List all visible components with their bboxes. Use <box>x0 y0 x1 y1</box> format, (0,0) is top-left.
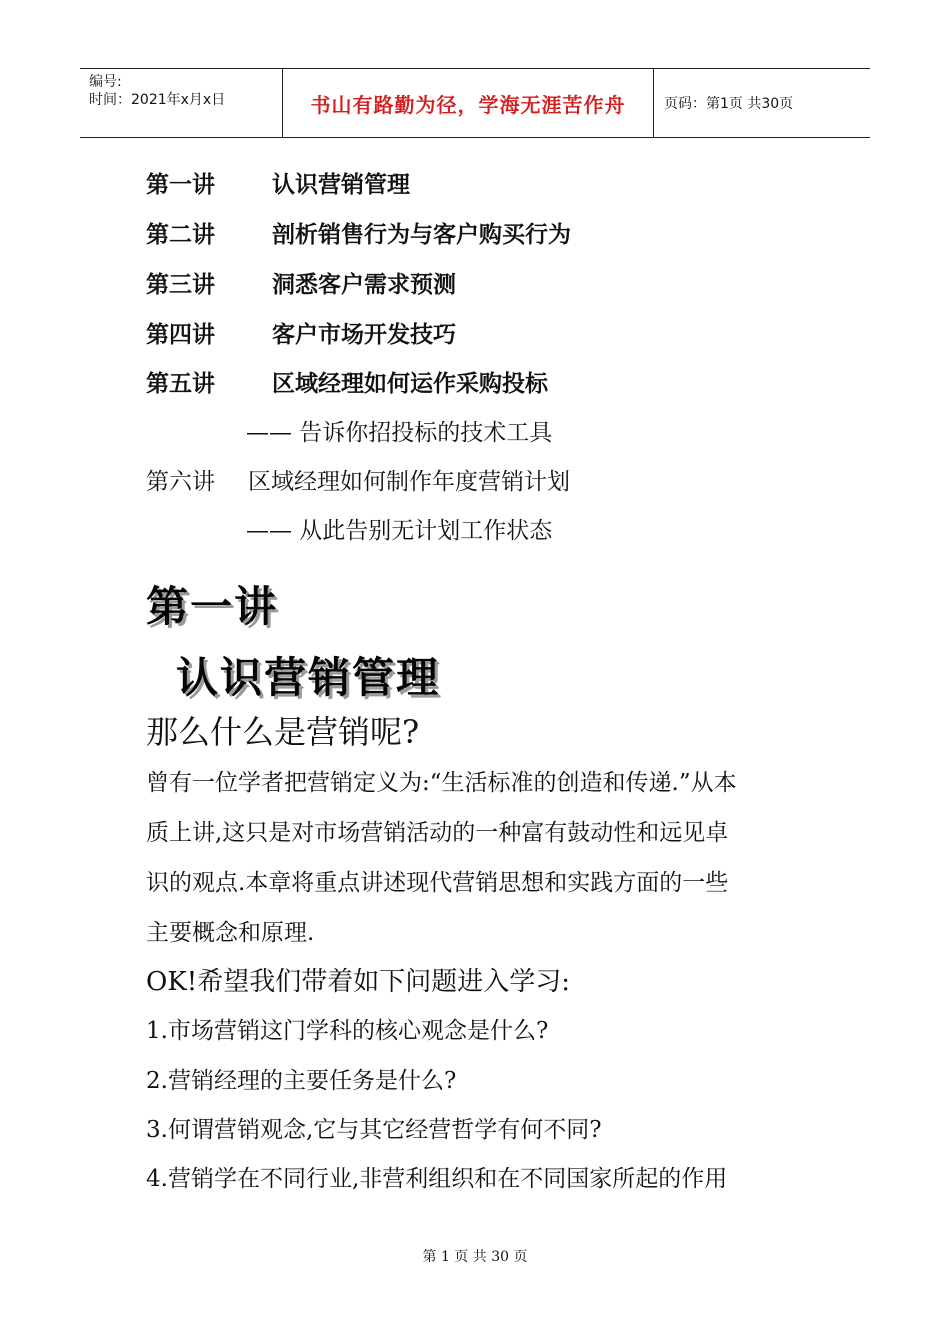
header-meta <box>80 69 282 137</box>
question-item: 4.营销学在不同行业,非营利组织和在不同国家所起的作用 <box>146 1166 728 1192</box>
toc-item-number: 第四讲 <box>146 322 215 348</box>
question-item: 3.何谓营销观念,它与其它经营哲学有何不同? <box>146 1117 602 1143</box>
chapter-title: 认识营销管理 <box>176 653 441 702</box>
body-paragraph <box>146 758 826 958</box>
toc-item <box>146 170 410 200</box>
paragraph-line: 识的观点.本章将重点讲述现代营销思想和实践方面的一些 <box>146 870 729 896</box>
paragraph-line: 质上讲,这只是对市场营销活动的一种富有鼓动性和远见卓 <box>146 820 729 846</box>
toc-item <box>146 320 456 350</box>
document-date-label: 时间：2021年x月x日 <box>89 92 226 108</box>
toc-item-number: 第五讲 <box>146 371 215 397</box>
toc-item <box>146 369 548 399</box>
toc-subtitle: —— 从此告别无计划工作状态 <box>246 518 553 544</box>
page-header <box>80 68 870 138</box>
toc-item <box>146 467 570 497</box>
toc-item-number: 第二讲 <box>146 222 215 248</box>
toc-item-number: 第三讲 <box>146 272 215 298</box>
toc-item-number: 第六讲 <box>146 469 215 495</box>
chapter-heading: 第一讲 <box>146 582 279 631</box>
toc-item <box>146 270 456 300</box>
header-motto: 书山有路勤为径，学海无涯苦作舟 <box>282 69 654 137</box>
section-question: 那么什么是营销呢? <box>146 713 420 751</box>
toc-item-title: 客户市场开发技巧 <box>272 322 456 348</box>
question-item: 1.市场营销这门学科的核心观念是什么? <box>146 1018 549 1044</box>
toc-subtitle: —— 告诉你招投标的技术工具 <box>246 420 553 446</box>
toc-item-title: 剖析销售行为与客户购买行为 <box>272 222 571 248</box>
toc-item-title: 洞悉客户需求预测 <box>272 272 456 298</box>
toc-item-title: 区域经理如何运作采购投标 <box>272 371 548 397</box>
paragraph-line: 主要概念和原理. <box>146 920 315 946</box>
toc-item-title: 认识营销管理 <box>272 172 410 198</box>
document-number-label: 编号: <box>89 74 122 90</box>
question-item: 2.营销经理的主要任务是什么? <box>146 1068 457 1094</box>
paragraph-line: 曾有一位学者把营销定义为:“生活标准的创造和传递.”从本 <box>146 770 737 796</box>
header-page-info: 页码：第1页 共30页 <box>664 96 794 112</box>
intro-line: OK!希望我们带着如下问题进入学习: <box>146 967 570 997</box>
toc-item-number: 第一讲 <box>146 172 215 198</box>
page-footer: 第 1 页 共 30 页 <box>422 1249 528 1265</box>
toc-item-title: 区域经理如何制作年度营销计划 <box>248 469 570 495</box>
toc-item <box>146 220 571 250</box>
